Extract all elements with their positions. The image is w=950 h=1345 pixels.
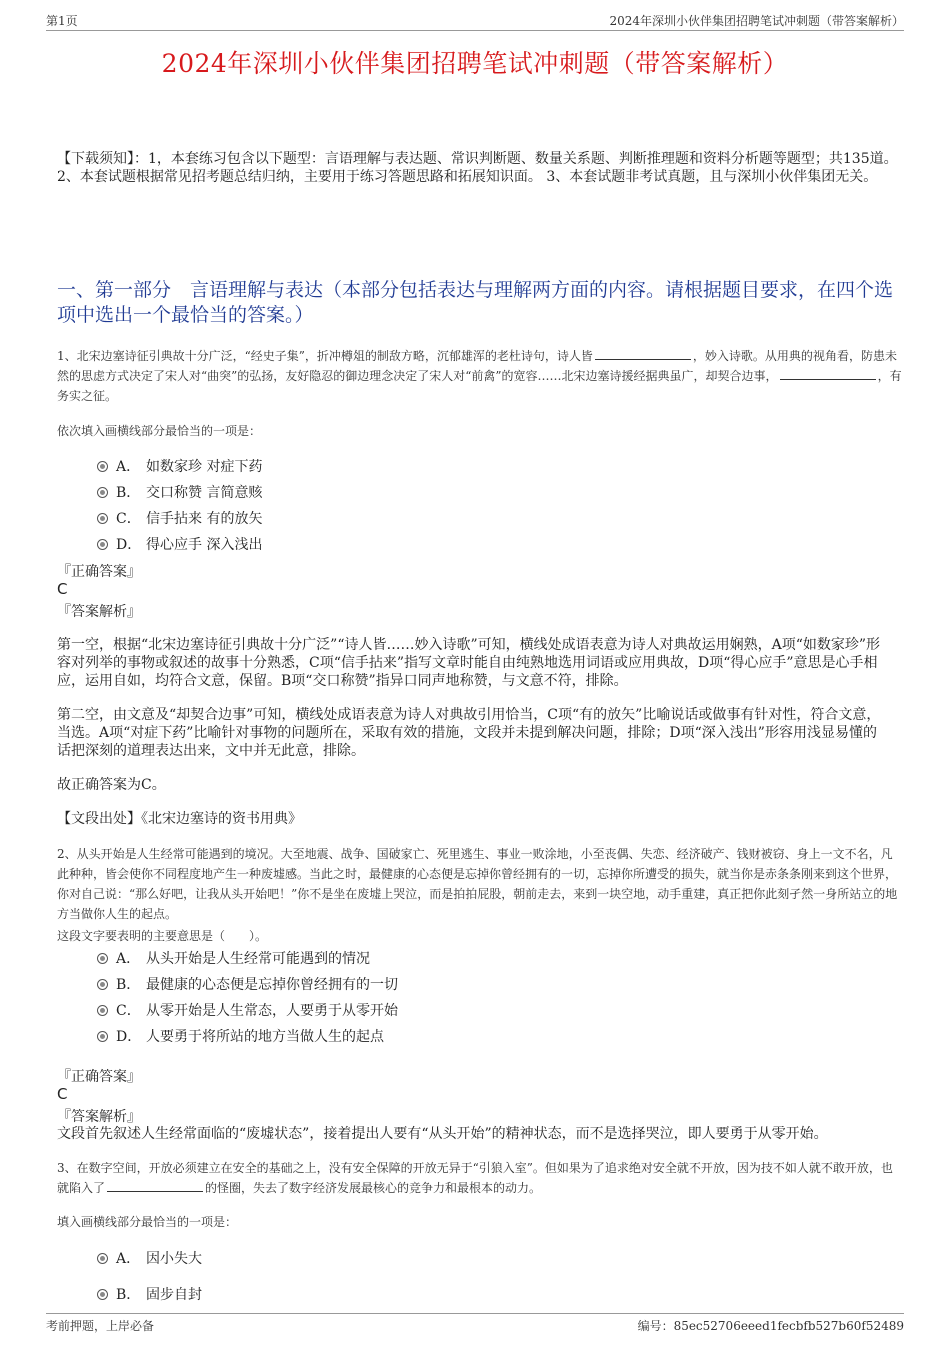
fill-blank <box>595 347 691 360</box>
radio-icon[interactable] <box>97 1253 108 1264</box>
footer-serial: 编号：85ec52706eeed1fecbfb527b60f52489 <box>637 1319 904 1333</box>
fill-blank <box>780 367 876 380</box>
analysis-label: 『答案解析』 <box>57 604 141 620</box>
option-a[interactable]: A． 从头开始是人生经常可能遇到的情况 <box>97 948 370 968</box>
radio-icon[interactable] <box>97 1005 108 1016</box>
option-c[interactable]: C． 信手拈来 有的放矢 <box>97 508 262 528</box>
page-number: 第1页 <box>46 14 78 28</box>
section-heading: 一、第一部分 言语理解与表达（本部分包括表达与理解两方面的内容。请根据题目要求，在四个选项中选出一个最恰当的答案。） <box>57 279 894 326</box>
header-divider <box>46 30 904 31</box>
radio-icon[interactable] <box>97 461 108 472</box>
question-2-prompt: 这段文字要表明的主要意思是（ ）。 <box>57 929 268 943</box>
question-3-stem: 3、在数字空间，开放必须建立在安全的基础之上，没有安全保障的开放无异于“引狼入室”。但如果为了追求绝对安全就不开放，因为技不如人就不敢开放，也就陷入了 的怪圈，失去了数字经济发展最核心的竞争力和最根本的动力。 <box>57 1161 893 1195</box>
correct-answer: C <box>57 1085 68 1103</box>
option-a[interactable]: A． 因小失大 <box>97 1248 202 1268</box>
radio-icon[interactable] <box>97 487 108 498</box>
option-b[interactable]: B． 最健康的心态便是忘掉你曾经拥有的一切 <box>97 974 398 994</box>
radio-icon[interactable] <box>97 539 108 550</box>
fill-blank <box>107 1179 203 1192</box>
question-1-prompt: 依次填入画横线部分最恰当的一项是： <box>57 424 262 438</box>
source-citation: 【文段出处】《北宋边塞诗的资书用典》 <box>57 811 302 827</box>
header-doc-title: 2024年深圳小伙伴集团招聘笔试冲刺题（带答案解析） <box>609 14 904 28</box>
radio-icon[interactable] <box>97 953 108 964</box>
radio-icon[interactable] <box>97 1289 108 1300</box>
correct-answer-label: 『正确答案』 <box>57 1069 141 1085</box>
option-d[interactable]: D． 人要勇于将所站的地方当做人生的起点 <box>97 1026 384 1046</box>
option-a[interactable]: A． 如数家珍 对症下药 <box>97 456 262 476</box>
correct-answer: C <box>57 580 68 598</box>
page-title: 2024年深圳小伙伴集团招聘笔试冲刺题（带答案解析） <box>161 49 789 78</box>
analysis-conclusion: 故正确答案为C。 <box>57 777 166 793</box>
correct-answer-label: 『正确答案』 <box>57 564 141 580</box>
option-c[interactable]: C． 从零开始是人生常态，人要勇于从零开始 <box>97 1000 398 1020</box>
footer-slogan: 考前押题，上岸必备 <box>46 1319 155 1333</box>
analysis-paragraph: 文段首先叙述人生经常面临的“废墟状态”，接着提出人要有“从头开始”的精神状态，而不是选择哭泣，即人要勇于从零开始。 <box>57 1126 828 1142</box>
analysis-paragraph-2: 第二空，由文意及“却契合边事”可知，横线处成语表意为诗人对典故引用恰当，C项“有的放矢”比喻说话或做事有针对性，符合文意，当选。A项“对症下药”比喻针对事物的问题所在，采取有效的措施，文段并未提到解决问题，排除；D项“深入浅出”形容用浅显易懂的话把深刻的道理表达出来，文中并无此意，排除。 <box>57 707 881 759</box>
option-b[interactable]: B． 交口称赞 言简意赅 <box>97 482 262 502</box>
radio-icon[interactable] <box>97 513 108 524</box>
option-d[interactable]: D． 得心应手 深入浅出 <box>97 534 262 554</box>
radio-icon[interactable] <box>97 1031 108 1042</box>
question-3-prompt: 填入画横线部分最恰当的一项是： <box>57 1215 238 1229</box>
question-1-stem: 1、北宋边塞诗征引典故十分广泛，“经史子集”，折冲樽俎的制敌方略，沉郁雄浑的老杜诗句，诗人皆 ，妙入诗歌。从用典的视角看，防患未然的思虑方式决定了宋人对“曲突”的弘扬，友好隐忍的御边理念决定了宋人对“前禽”的宽容……北宋边塞诗援经据典虽广，却契合边事， ，有务实之征。 <box>57 349 902 403</box>
download-notice: 【下载须知】：1，本套练习包含以下题型：言语理解与表达题、常识判断题、数量关系题、判断推理题和资料分析题等题型；共135道。 2、本套试题根据常见招考题总结归纳，主要用于练习答题思路和拓展知识面。 3、本套试题非考试真题，且与深圳小伙伴集团无关。 <box>57 151 898 185</box>
option-b[interactable]: B． 固步自封 <box>97 1284 202 1304</box>
analysis-label: 『答案解析』 <box>57 1109 141 1125</box>
question-2-stem: 2、从头开始是人生经常可能遇到的境况。大至地震、战争、国破家亡、死里逃生、事业一败涂地，小至丧偶、失恋、经济破产、钱财被窃、身上一文不名，凡此种种，皆会使你不同程度地产生一种废墟感。当此之时，最健康的心态便是忘掉你曾经拥有的一切，忘掉你所遭受的损失，就当你是赤条条刚来到这个世界，你对自己说：“那么好吧，让我从头开始吧！”你不是坐在废墟上哭泣，而是拍拍屁股，朝前走去，来到一块空地，动手重建，真正把你此刻孑然一身所站立的地方当做你人生的起点。 <box>57 847 898 921</box>
analysis-paragraph-1: 第一空，根据“北宋边塞诗征引典故十分广泛”“诗人皆……妙入诗歌”可知，横线处成语表意为诗人对典故运用娴熟，A项“如数家珍”形容对列举的事物或叙述的故事十分熟悉，C项“信手拈来”指写文章时能自由纯熟地选用词语或应用典故，D项“得心应手”意思是心手相应，运用自如，均符合文意，保留。B项“交口称赞”指异口同声地称赞，与文意不符，排除。 <box>57 637 881 689</box>
radio-icon[interactable] <box>97 979 108 990</box>
footer-divider <box>46 1313 904 1314</box>
